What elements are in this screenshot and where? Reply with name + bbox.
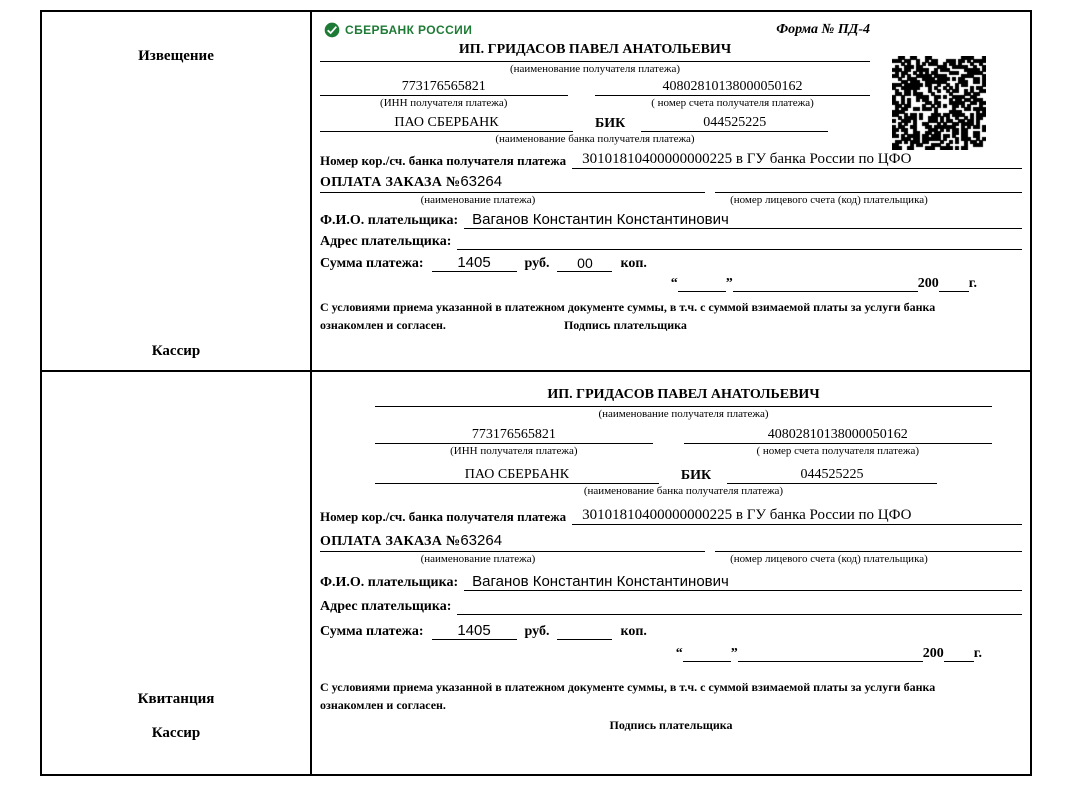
bik-value: 044525225 bbox=[641, 115, 828, 132]
inn-caption: (ИНН получателя платежа) bbox=[450, 445, 578, 457]
payer-name-label: Ф.И.О. плательщика: bbox=[320, 213, 459, 228]
signature-label: Подпись плательщика bbox=[609, 718, 733, 732]
receipt-section bbox=[42, 372, 1030, 774]
date-open-quote: “ bbox=[675, 646, 683, 661]
bank-row bbox=[375, 467, 992, 484]
recipient-name-caption: (наименование получателя платежа) bbox=[509, 63, 681, 75]
order-number: 63264 bbox=[460, 173, 503, 190]
date-day-blank bbox=[678, 291, 726, 292]
notice-title: Извещение bbox=[138, 48, 214, 64]
purpose-captions-row bbox=[320, 194, 1022, 206]
inn-caption: (ИНН получателя платежа) bbox=[380, 97, 508, 109]
date-month-blank bbox=[733, 291, 918, 292]
sum-row bbox=[320, 622, 1022, 640]
recipient-account: 40802810138000050162 bbox=[595, 79, 870, 96]
inn-account-row bbox=[320, 79, 870, 96]
receipt-title: Квитанция bbox=[137, 691, 215, 707]
notice-header-row bbox=[320, 17, 1022, 42]
purpose-caption: (наименование платежа) bbox=[420, 194, 536, 206]
bank-caption: (наименование банка получателя платежа) bbox=[583, 485, 784, 497]
purpose-captions-row bbox=[320, 553, 1022, 565]
sum-kop-value: 00 bbox=[557, 255, 612, 272]
corr-account-label: Номер кор./сч. банка получателя платежа bbox=[320, 509, 567, 524]
notice-cashier-label: Кассир bbox=[151, 343, 201, 359]
date-year: 200 bbox=[917, 276, 939, 291]
corr-account-value: 30101810400000000225 в ГУ банка России по ЦФО bbox=[572, 507, 1022, 525]
payer-name-value: Ваганов Константин Константинович bbox=[464, 211, 1022, 229]
date-day-blank bbox=[683, 661, 731, 662]
payer-address-value bbox=[457, 614, 1022, 615]
terms-line2-row bbox=[320, 316, 1022, 334]
terms-line2: ознакомлен и согласен. bbox=[320, 698, 446, 712]
payer-address-label: Адрес плательщика: bbox=[320, 234, 452, 249]
notice-section bbox=[42, 12, 1030, 372]
receipt-stub bbox=[42, 372, 312, 774]
purpose-prefix: ОПЛАТА ЗАКАЗА № bbox=[320, 534, 461, 549]
notice-body bbox=[312, 12, 1030, 370]
payer-name-row bbox=[320, 573, 1022, 591]
receipt-body bbox=[312, 372, 1030, 774]
form-table bbox=[40, 10, 1032, 776]
corr-account-value: 30101810400000000225 в ГУ банка России по ЦФО bbox=[572, 151, 1022, 169]
payer-address-row bbox=[320, 234, 1022, 250]
corr-account-row bbox=[320, 151, 1022, 169]
inn-account-row bbox=[375, 427, 992, 444]
sberbank-logo-text: СБЕРБАНК РОССИИ bbox=[345, 22, 473, 37]
corr-account-label: Номер кор./сч. банка получателя платежа bbox=[320, 153, 567, 168]
bank-name: ПАО СБЕРБАНК bbox=[320, 115, 573, 132]
date-year: 200 bbox=[922, 646, 944, 661]
notice-stub bbox=[42, 12, 312, 370]
form-number: Форма № ПД-4 bbox=[776, 21, 870, 37]
sum-row bbox=[320, 254, 1022, 272]
sberbank-logo bbox=[324, 22, 472, 38]
bik-value: 044525225 bbox=[727, 467, 937, 484]
bik-label: БИК bbox=[680, 468, 712, 483]
date-year-suffix: г. bbox=[973, 646, 982, 661]
account-caption: ( номер счета получателя платежа) bbox=[756, 445, 919, 457]
recipient-name: ИП. ГРИДАСОВ ПАВЕЛ АНАТОЛЬЕВИЧ bbox=[320, 42, 870, 62]
payer-address-value bbox=[457, 249, 1022, 250]
rub-label: руб. bbox=[524, 256, 550, 271]
terms-line1: С условиями приема указанной в платежном документе суммы, в т.ч. с суммой взимаемой платы за услуги банка bbox=[320, 300, 936, 314]
date-row bbox=[320, 646, 982, 662]
order-number: 63264 bbox=[460, 532, 503, 549]
sum-rub-value: 1405 bbox=[432, 254, 517, 272]
date-close-quote: ” bbox=[725, 276, 733, 291]
purpose-field bbox=[320, 532, 705, 552]
recipient-account: 40802810138000050162 bbox=[684, 427, 993, 444]
recipient-inn: 773176565821 bbox=[320, 79, 568, 96]
payer-address-label: Адрес плательщика: bbox=[320, 599, 452, 614]
qr-code bbox=[892, 56, 986, 150]
inn-account-captions bbox=[375, 445, 992, 457]
date-year-suffix: г. bbox=[968, 276, 977, 291]
purpose-row bbox=[320, 532, 1022, 552]
purpose-field bbox=[320, 173, 705, 193]
payer-code-blank bbox=[715, 551, 1022, 552]
payer-name-value: Ваганов Константин Константинович bbox=[464, 573, 1022, 591]
payer-code-caption: (номер лицевого счета (код) плательщика) bbox=[730, 194, 928, 206]
corr-account-row bbox=[320, 507, 1022, 525]
date-open-quote: “ bbox=[670, 276, 678, 291]
kop-label: коп. bbox=[620, 624, 647, 639]
sum-label: Сумма платежа: bbox=[320, 624, 424, 639]
recipient-inn: 773176565821 bbox=[375, 427, 653, 444]
terms-line1: С условиями приема указанной в платежном документе суммы, в т.ч. с суммой взимаемой платы за услуги банка bbox=[320, 680, 936, 694]
payer-code-blank bbox=[715, 192, 1022, 193]
date-close-quote: ” bbox=[730, 646, 738, 661]
purpose-caption: (наименование платежа) bbox=[420, 553, 536, 565]
kop-label: коп. bbox=[620, 256, 647, 271]
payer-address-row bbox=[320, 599, 1022, 615]
bank-row bbox=[320, 115, 870, 132]
receipt-upper-block bbox=[320, 387, 1022, 497]
date-year-blank bbox=[944, 661, 974, 662]
account-caption: ( номер счета получателя платежа) bbox=[651, 97, 814, 109]
receipt-stub-labels bbox=[42, 691, 310, 742]
date-month-blank bbox=[738, 661, 923, 662]
terms-block bbox=[320, 298, 1022, 334]
payer-name-row bbox=[320, 211, 1022, 229]
sberbank-logo-icon bbox=[324, 22, 340, 38]
payer-code-caption: (номер лицевого счета (код) плательщика) bbox=[730, 553, 928, 565]
sum-rub-value: 1405 bbox=[432, 622, 517, 640]
purpose-prefix: ОПЛАТА ЗАКАЗА № bbox=[320, 175, 461, 190]
bank-name: ПАО СБЕРБАНК bbox=[375, 467, 659, 484]
recipient-name-caption: (наименование получателя платежа) bbox=[598, 408, 769, 420]
date-year-blank bbox=[939, 291, 969, 292]
terms-line2: ознакомлен и согласен. bbox=[320, 318, 446, 332]
bank-caption: (наименование банка получателя платежа) bbox=[495, 133, 695, 145]
date-row bbox=[320, 276, 977, 292]
receipt-cashier-label: Кассир bbox=[151, 725, 201, 741]
signature-label: Подпись плательщика bbox=[563, 318, 687, 332]
sum-label: Сумма платежа: bbox=[320, 256, 424, 271]
sum-kop-value bbox=[557, 639, 612, 640]
purpose-row bbox=[320, 173, 1022, 193]
inn-account-captions bbox=[320, 97, 870, 109]
terms-block bbox=[320, 678, 1022, 734]
payer-name-label: Ф.И.О. плательщика: bbox=[320, 575, 459, 590]
bik-label: БИК bbox=[595, 116, 626, 131]
recipient-name: ИП. ГРИДАСОВ ПАВЕЛ АНАТОЛЬЕВИЧ bbox=[375, 387, 992, 407]
rub-label: руб. bbox=[524, 624, 550, 639]
